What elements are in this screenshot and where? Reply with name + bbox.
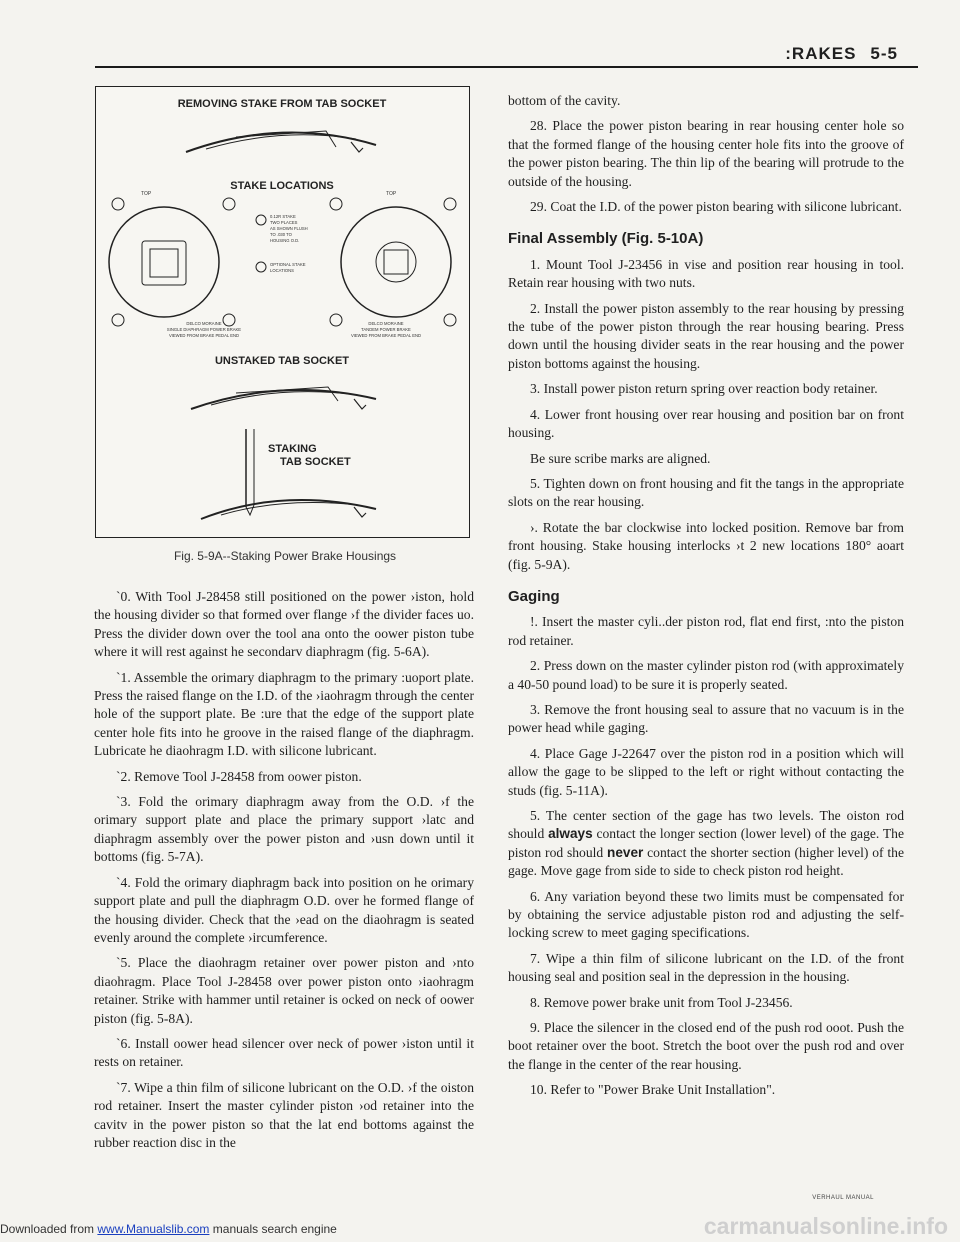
final-step-4-note: Be sure scribe marks are aligned. bbox=[530, 450, 711, 466]
gaging-step-10: 10. Refer to "Power Brake Unit Installation". bbox=[530, 1082, 776, 1098]
final-step-5: 5. Tighten down on front housing and fit the tangs in the appropriate slots on the rear housing. bbox=[508, 475, 904, 510]
step-21: `1. Assemble the orimary diaphragm to the primary :uoport plate. Press the raised flange on the I.D. of the ›iaohragm through the center hole of the support plate. Be :ure that the edge of the support plate center hole fits into he groove in the raised flange of the diaphragm. Lubricate he diaohragm I.D. with silicone lubricant. bbox=[94, 669, 474, 759]
svg-text:OPTIONAL STAKELOCATIONS: OPTIONAL STAKE LOCATIONS bbox=[270, 262, 306, 273]
source-footer: Downloaded from www.Manualslib.com manuals search engine bbox=[0, 1222, 337, 1236]
step-27: `7. Wipe a thin film of silicone lubricant on the O.D. ›f the oiston rod retainer. Insert the master cylinder piston ›od retainer into the cavitv in the power piston so that the lat end bottoms against the rubber reaction disc in the bbox=[94, 1079, 474, 1150]
heading-gaging: Gaging bbox=[508, 587, 560, 605]
page-header bbox=[785, 44, 898, 64]
continuation: bottom of the cavity. bbox=[508, 93, 621, 108]
right-column bbox=[508, 92, 904, 1107]
final-step-2: 2. Install the power piston assembly to the rear housing by pressing the tube of the power piston through the rear housing bearing. Press down until the housing divider seats in the rear housing and the power piston bottoms against the housing. bbox=[508, 300, 904, 371]
step-24: `4. Fold the orimary diaphragm back into position on he orimary support plate and pull the diaphragm O.D. over he formed flange of the housing divider. Check that the ›ead on the diaohragm is seated evenly around the complete ›ircumference. bbox=[94, 874, 474, 945]
step-28: 28. Place the power piston bearing in rear housing center hole so that the formed flange of the housing center hole fits into the groove of the power piston bearing. The thin lip of the bearing will protrude to the outside of the housing. bbox=[508, 118, 904, 189]
final-step-1: 1. Mount Tool J-23456 in vise and position rear housing in tool. Retain rear housing with two nuts. bbox=[508, 256, 904, 291]
left-column bbox=[94, 588, 474, 1159]
step-25: `5. Place the diaohragm retainer over power piston and ›nto diaohragm. Place Tool J-28458 over power piston onto ›iaohragm retainer. Strike with hammer until retainer is ocked on neck of oower piston (fig. 5-8A). bbox=[94, 955, 474, 1026]
final-step-3: 3. Install power piston return spring over reaction body retainer. bbox=[530, 381, 878, 397]
heading-final-assembly: Final Assembly (Fig. 5-10A) bbox=[508, 230, 704, 248]
final-step-6: ›. Rotate the bar clockwise into locked position. Remove bar from front housing. Stake housing interlocks ›t 2 new locations 180° aoart (fig. 5-9A). bbox=[508, 519, 904, 572]
gaging-step-4: 4. Place Gage J-22647 over the piston rod in a position which will allow the gage to be slipped to the left or right without contacting the studs (fig. 5-11A). bbox=[508, 745, 904, 798]
single-diaphragm-housing bbox=[109, 198, 235, 326]
gaging-step-3: 3. Remove the front housing seal to assure that no vacuum is in the power head while gaging. bbox=[508, 701, 904, 736]
step-23: `3. Fold the orimary diaphragm away from the O.D. ›f the orimary support plate and place the primary support ›latc and diaphragm assembly over the power piston and ›usn down until it bottoms (fig. 5-7A). bbox=[94, 794, 474, 865]
gaging-step-8: 8. Remove power brake unit from Tool J-23456. bbox=[530, 994, 793, 1010]
staking-diagram bbox=[96, 87, 469, 537]
tab-socket-staked bbox=[201, 500, 376, 519]
tab-socket-label: TAB SOCKET bbox=[280, 456, 351, 468]
callout-stake bbox=[256, 214, 308, 273]
step-20: `0. With Tool J-28458 still positioned on the power ›iston, hold the housing divider so that formed over flange ›f the divider faces uo. Press the divider down over the tool ana onto the oower piston tube where it will rest against he secondarv diaphragm (fig. 5-6A). bbox=[94, 589, 474, 660]
figure-title-stake-locations: STAKE LOCATIONS bbox=[230, 180, 334, 192]
step-26: `6. Install oower head silencer over neck of power ›iston until it rests on retainer. bbox=[94, 1035, 474, 1070]
single-caption: DELCO MORAINE SINGLE DIAPHRAGM POWER BRAKE VIEWED FROM BRAKE PEDAL END bbox=[166, 321, 242, 338]
top-label-left: TOP bbox=[141, 191, 152, 197]
tab-socket-unstaked bbox=[191, 387, 376, 409]
section-title: :RAKES bbox=[785, 44, 857, 63]
step-22: `2. Remove Tool J-28458 from oower piston. bbox=[116, 768, 362, 784]
gaging-step-2: 2. Press down on the master cylinder piston rod (with approximately a 40-50 pound load) to be sure it is properly seated. bbox=[508, 658, 904, 692]
tandem-caption: DELCO MORAINE TANDEM POWER BRAKE VIEWED FROM BRAKE PEDAL END bbox=[350, 321, 422, 338]
final-step-4: 4. Lower front housing over rear housing and position bar on front housing. bbox=[508, 406, 904, 441]
figure-caption: Fig. 5-9A--Staking Power Brake Housings bbox=[173, 549, 397, 563]
tab-socket-removing bbox=[186, 131, 376, 152]
svg-text:0.12R STAKETWO PLACESAS SHOWN: 0.12R STAKE TWO PLACES AS SHOWN FLUSH TO .030 TO HOUSING O.D. bbox=[270, 214, 308, 243]
top-label-right: TOP bbox=[386, 191, 397, 197]
watermark: carmanualsonline.info bbox=[703, 1213, 948, 1239]
tandem-housing bbox=[330, 198, 456, 326]
staking-label: STAKING bbox=[268, 443, 317, 455]
manual-footer: VERHAUL MANUAL bbox=[812, 1195, 874, 1201]
gaging-step-1: !. Insert the master cyli..der piston rod, flat end first, :nto the piston rod retainer. bbox=[508, 614, 904, 648]
header-rule bbox=[95, 66, 918, 68]
manualslib-link[interactable]: www.Manualslib.com bbox=[97, 1222, 210, 1236]
figure-box bbox=[95, 86, 470, 538]
gaging-step-6: 6. Any variation beyond these two limits must be compensated for by obtaining the service adjustable piston rod and adjusting the self-locking screw to meet gaging specifications. bbox=[508, 888, 904, 941]
step-29: 29. Coat the I.D. of the power piston bearing with silicone lubricant. bbox=[530, 199, 902, 215]
gaging-step-5: 5. The center section of the gage has two levels. The oiston rod should always contact the longer section (lower level) of the gage. The piston rod should never contact the shorter section (higher level) of the gage. Move gage from side to side to check piston rod height. bbox=[508, 808, 905, 879]
figure-title-removing: REMOVING STAKE FROM TAB SOCKET bbox=[177, 98, 387, 110]
staking-tool bbox=[246, 429, 254, 515]
gaging-step-7: 7. Wipe a thin film of silicone lubricant on the I.D. of the front housing seal and position seal in the depression in the housing. bbox=[508, 950, 904, 985]
gaging-step-9: 9. Place the silencer in the closed end of the push rod ooot. Push the boot retainer over the boot. Stretch the boot over the push rod and over the flange in the center of the rear housing. bbox=[508, 1020, 904, 1072]
figure-title-unstaked: UNSTAKED TAB SOCKET bbox=[214, 355, 350, 367]
page-number: 5-5 bbox=[870, 44, 898, 63]
